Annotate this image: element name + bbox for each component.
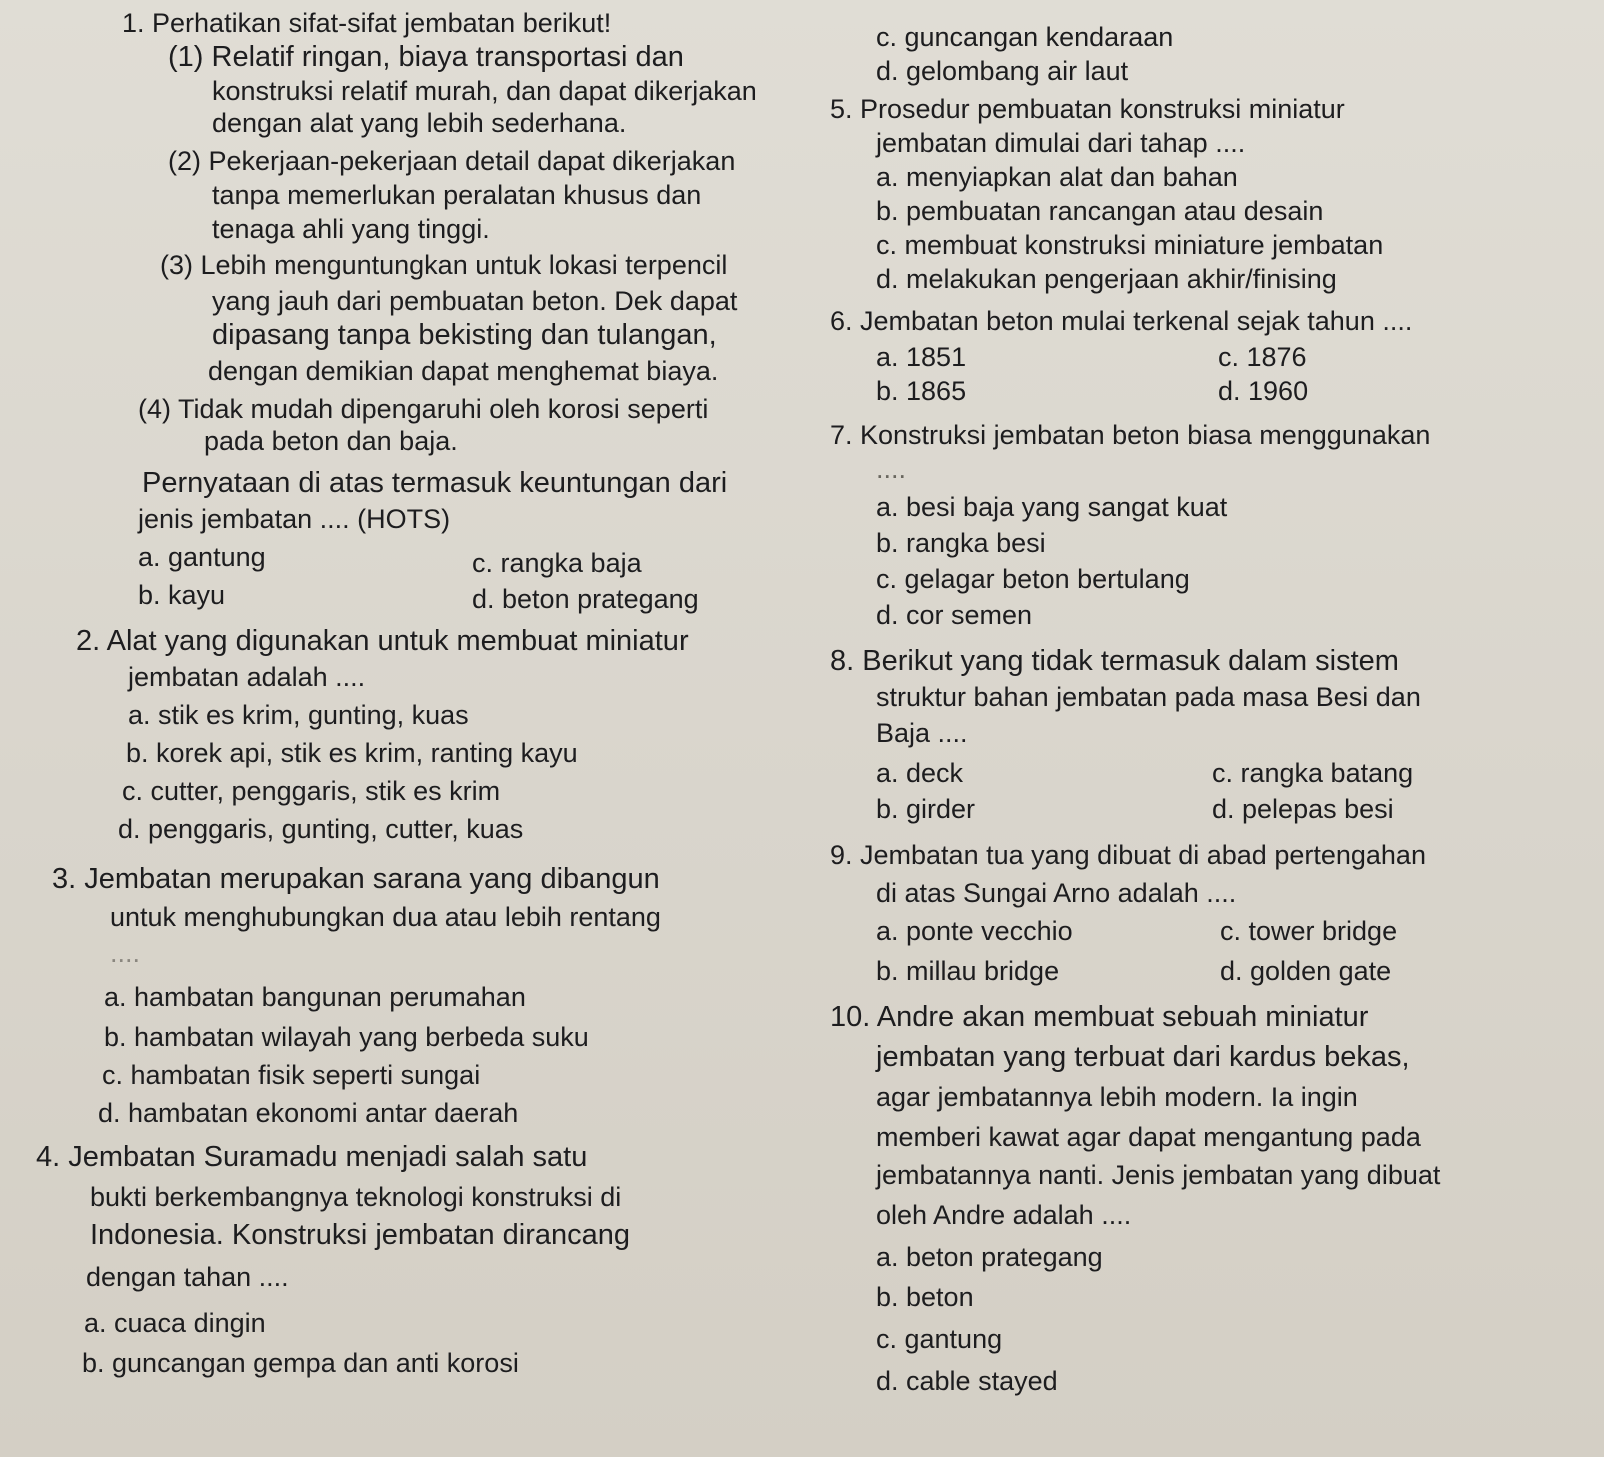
q8-stem-line-2: struktur bahan jembatan pada masa Besi dan xyxy=(876,682,1421,712)
q1-item-2-line-2: tanpa memerlukan peralatan khusus dan xyxy=(212,180,702,210)
q10-stem-line-2: jembatan yang terbuat dari kardus bekas, xyxy=(876,1041,1410,1073)
q1-item-1-line-1: (1) Relatif ringan, biaya transportasi dan xyxy=(168,41,684,73)
q10-stem-line-1: 10. Andre akan membuat sebuah miniatur xyxy=(830,1001,1369,1033)
q10-stem-line-6: oleh Andre adalah .... xyxy=(876,1200,1132,1230)
q4-option-d: d. gelombang air laut xyxy=(876,56,1129,86)
q5-stem-line-1: 5. Prosedur pembuatan konstruksi miniatur xyxy=(830,94,1345,124)
q2-option-b: b. korek api, stik es krim, ranting kayu xyxy=(126,738,578,768)
q1-item-4-line-2: pada beton dan baja. xyxy=(204,426,458,456)
q5-option-d: d. melakukan pengerjaan akhir/finising xyxy=(876,264,1337,294)
q1-question-line-1: Pernyataan di atas termasuk keuntungan dari xyxy=(142,467,728,499)
q6-option-a: a. 1851 xyxy=(876,342,967,372)
q3-stem-line-1: 3. Jembatan merupakan sarana yang dibangun xyxy=(52,863,660,895)
q1-item-3-line-1: (3) Lebih menguntungkan untuk lokasi terpencil xyxy=(160,250,728,280)
q10-stem-line-3: agar jembatannya lebih modern. Ia ingin xyxy=(876,1082,1358,1112)
q3-option-a: a. hambatan bangunan perumahan xyxy=(104,982,526,1012)
q7-option-d: d. cor semen xyxy=(876,600,1033,630)
q1-item-1-line-3: dengan alat yang lebih sederhana. xyxy=(212,108,627,138)
q1-item-2-line-1: (2) Pekerjaan-pekerjaan detail dapat dikerjakan xyxy=(168,146,736,176)
q9-option-d: d. golden gate xyxy=(1220,956,1392,986)
q3-stem-line-3: .... xyxy=(110,938,141,968)
q4-stem-line-1: 4. Jembatan Suramadu menjadi salah satu xyxy=(36,1141,588,1173)
q5-option-c: c. membuat konstruksi miniature jembatan xyxy=(876,230,1384,260)
q9-stem-line-2: di atas Sungai Arno adalah .... xyxy=(876,878,1237,908)
q1-option-a: a. gantung xyxy=(138,542,266,572)
q1-item-3-line-4: dengan demikian dapat menghemat biaya. xyxy=(208,356,719,386)
q4-stem-line-3: Indonesia. Konstruksi jembatan dirancang xyxy=(90,1219,631,1251)
q6-option-b: b. 1865 xyxy=(876,376,967,406)
q1-stem: 1. Perhatikan sifat-sifat jembatan berikut! xyxy=(122,8,612,38)
q3-option-c: c. hambatan fisik seperti sungai xyxy=(102,1060,481,1090)
q1-question-line-2: jenis jembatan .... (HOTS) xyxy=(138,504,451,534)
q7-stem-line-2: .... xyxy=(876,454,907,484)
q4-option-a: a. cuaca dingin xyxy=(84,1308,266,1338)
q10-option-b: b. beton xyxy=(876,1282,974,1312)
q8-option-b: b. girder xyxy=(876,794,976,824)
q3-stem-line-2: untuk menghubungkan dua atau lebih rentang xyxy=(110,902,661,932)
q1-item-1-line-2: konstruksi relatif murah, dan dapat dikerjakan xyxy=(212,76,757,106)
q1-item-3-line-3: dipasang tanpa bekisting dan tulangan, xyxy=(212,319,717,351)
q5-stem-line-2: jembatan dimulai dari tahap .... xyxy=(876,128,1246,158)
q8-option-a: a. deck xyxy=(876,758,964,788)
q1-option-c: c. rangka baja xyxy=(472,548,642,578)
q10-option-d: d. cable stayed xyxy=(876,1366,1058,1396)
q7-option-a: a. besi baja yang sangat kuat xyxy=(876,492,1228,522)
q1-item-2-line-3: tenaga ahli yang tinggi. xyxy=(212,214,490,244)
q10-option-a: a. beton prategang xyxy=(876,1242,1103,1272)
q8-stem-line-1: 8. Berikut yang tidak termasuk dalam sistem xyxy=(830,645,1399,677)
q8-option-d: d. pelepas besi xyxy=(1212,794,1394,824)
q6-option-c: c. 1876 xyxy=(1218,342,1307,372)
q7-stem-line-1: 7. Konstruksi jembatan beton biasa menggunakan xyxy=(830,420,1431,450)
q2-option-a: a. stik es krim, gunting, kuas xyxy=(128,700,469,730)
q9-option-a: a. ponte vecchio xyxy=(876,916,1073,946)
q10-option-c: c. gantung xyxy=(876,1324,1003,1354)
q9-option-c: c. tower bridge xyxy=(1220,916,1398,946)
q7-option-b: b. rangka besi xyxy=(876,528,1046,558)
q1-option-b: b. kayu xyxy=(138,580,226,610)
q4-stem-line-2: bukti berkembangnya teknologi konstruksi di xyxy=(90,1182,622,1212)
q10-stem-line-5: jembatannya nanti. Jenis jembatan yang dibuat xyxy=(876,1160,1441,1190)
q9-stem-line-1: 9. Jembatan tua yang dibuat di abad pertengahan xyxy=(830,840,1426,870)
q6-option-d: d. 1960 xyxy=(1218,376,1309,406)
q1-item-3-line-2: yang jauh dari pembuatan beton. Dek dapat xyxy=(212,286,738,316)
q8-stem-line-3: Baja .... xyxy=(876,718,968,748)
q2-option-d: d. penggaris, gunting, cutter, kuas xyxy=(118,814,524,844)
q5-option-b: b. pembuatan rancangan atau desain xyxy=(876,196,1324,226)
q2-option-c: c. cutter, penggaris, stik es krim xyxy=(122,776,501,806)
q3-option-d: d. hambatan ekonomi antar daerah xyxy=(98,1098,519,1128)
q7-option-c: c. gelagar beton bertulang xyxy=(876,564,1190,594)
q4-option-c: c. guncangan kendaraan xyxy=(876,22,1174,52)
q4-option-b: b. guncangan gempa dan anti korosi xyxy=(82,1348,519,1378)
q1-item-4-line-1: (4) Tidak mudah dipengaruhi oleh korosi seperti xyxy=(138,394,709,424)
q3-option-b: b. hambatan wilayah yang berbeda suku xyxy=(104,1022,589,1052)
q2-stem-line-1: 2. Alat yang digunakan untuk membuat miniatur xyxy=(76,625,689,657)
q6-stem: 6. Jembatan beton mulai terkenal sejak tahun .... xyxy=(830,306,1413,336)
q1-option-d: d. beton prategang xyxy=(472,584,699,614)
q8-option-c: c. rangka batang xyxy=(1212,758,1414,788)
q5-option-a: a. menyiapkan alat dan bahan xyxy=(876,162,1238,192)
q10-stem-line-4: memberi kawat agar dapat mengantung pada xyxy=(876,1122,1421,1152)
q2-stem-line-2: jembatan adalah .... xyxy=(128,662,366,692)
q4-stem-line-4: dengan tahan .... xyxy=(86,1262,289,1292)
q9-option-b: b. millau bridge xyxy=(876,956,1060,986)
